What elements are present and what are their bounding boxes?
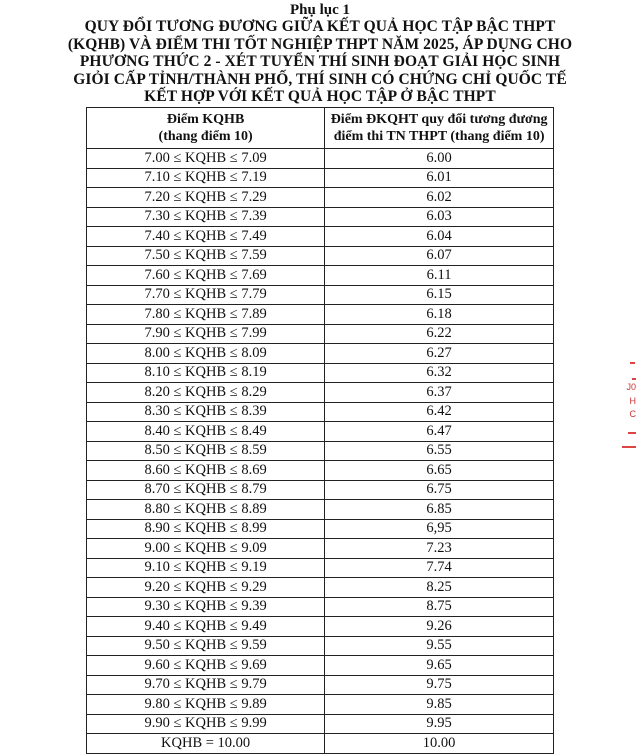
converted-score-cell: 9.85	[325, 695, 554, 715]
table-row	[87, 539, 554, 559]
table-row	[87, 714, 554, 734]
table-row	[87, 597, 554, 617]
kqhb-range-cell: 7.70 ≤ KQHB ≤ 7.79	[87, 285, 325, 305]
converted-score-cell: 6.07	[325, 246, 554, 266]
header-line: điểm thi TN THPT (thang điểm 10)	[333, 129, 545, 144]
converted-score-cell: 6.75	[325, 480, 554, 500]
table-row	[87, 656, 554, 676]
kqhb-range-cell: 9.00 ≤ KQHB ≤ 9.09	[87, 539, 325, 559]
kqhb-range-cell: 9.50 ≤ KQHB ≤ 9.59	[87, 636, 325, 656]
table-row	[87, 519, 554, 539]
converted-score-cell: 6.42	[325, 402, 554, 422]
kqhb-range-cell: 7.00 ≤ KQHB ≤ 7.09	[87, 149, 325, 169]
converted-score-cell: 6.02	[325, 188, 554, 208]
table-row	[87, 578, 554, 598]
table-row	[87, 149, 554, 169]
converted-score-cell: 6.27	[325, 344, 554, 364]
margin-mark: J0	[626, 382, 636, 392]
kqhb-range-cell: 8.60 ≤ KQHB ≤ 8.69	[87, 461, 325, 481]
table-row	[87, 188, 554, 208]
title-line: QUY ĐỔI TƯƠNG ĐƯƠNG GIỮA KẾT QUẢ HỌC TẬP BẬC THPT	[84, 18, 556, 35]
kqhb-range-cell: 7.80 ≤ KQHB ≤ 7.89	[87, 305, 325, 325]
margin-stroke	[630, 362, 635, 364]
kqhb-range-cell: 9.90 ≤ KQHB ≤ 9.99	[87, 714, 325, 734]
kqhb-range-cell: 7.60 ≤ KQHB ≤ 7.69	[87, 266, 325, 286]
table-row	[87, 441, 554, 461]
converted-score-cell: 6.04	[325, 227, 554, 247]
kqhb-range-cell: 7.20 ≤ KQHB ≤ 7.29	[87, 188, 325, 208]
margin-mark: H	[629, 396, 636, 406]
converted-score-cell: 6.01	[325, 168, 554, 188]
title-line: KẾT HỢP VỚI KẾT QUẢ HỌC TẬP Ở BẬC THPT	[144, 88, 496, 106]
converted-score-cell: 9.26	[325, 617, 554, 637]
kqhb-range-cell: 8.20 ≤ KQHB ≤ 8.29	[87, 383, 325, 403]
kqhb-range-cell: 9.40 ≤ KQHB ≤ 9.49	[87, 617, 325, 637]
converted-score-cell: 8.25	[325, 578, 554, 598]
table-row	[87, 383, 554, 403]
title-line: (KQHB) VÀ ĐIỂM THI TỐT NGHIỆP THPT NĂM 2025, ÁP DỤNG CHO	[67, 35, 573, 53]
kqhb-range-cell: 8.30 ≤ KQHB ≤ 8.39	[87, 402, 325, 422]
table-row	[87, 461, 554, 481]
converted-score-cell: 6.22	[325, 324, 554, 344]
kqhb-range-cell: 8.00 ≤ KQHB ≤ 8.09	[87, 344, 325, 364]
col-header-kqhb	[87, 108, 325, 149]
table-row	[87, 480, 554, 500]
margin-stroke	[622, 446, 636, 448]
converted-score-cell: 6.15	[325, 285, 554, 305]
converted-score-cell: 9.95	[325, 714, 554, 734]
converted-score-cell: 6.85	[325, 500, 554, 520]
kqhb-range-cell: 7.90 ≤ KQHB ≤ 7.99	[87, 324, 325, 344]
header-line: Điểm KQHB	[166, 112, 245, 127]
appendix-label: Phụ lục 1	[289, 2, 350, 18]
kqhb-range-cell: 7.40 ≤ KQHB ≤ 7.49	[87, 227, 325, 247]
kqhb-range-cell: 9.80 ≤ KQHB ≤ 9.89	[87, 695, 325, 715]
table-row	[87, 695, 554, 715]
conversion-table	[86, 107, 554, 754]
table-body	[87, 149, 554, 754]
converted-score-cell: 10.00	[325, 734, 554, 754]
converted-score-cell: 9.75	[325, 675, 554, 695]
table-row	[87, 246, 554, 266]
converted-score-cell: 6.65	[325, 461, 554, 481]
col-header-converted-score	[325, 108, 554, 149]
converted-score-cell: 6.03	[325, 207, 554, 227]
margin-stroke	[632, 378, 636, 380]
table-row	[87, 227, 554, 247]
table-row	[87, 344, 554, 364]
table-row	[87, 422, 554, 442]
converted-score-cell: 6,95	[325, 519, 554, 539]
kqhb-range-cell: 7.30 ≤ KQHB ≤ 7.39	[87, 207, 325, 227]
kqhb-range-cell: 8.40 ≤ KQHB ≤ 8.49	[87, 422, 325, 442]
margin-stroke	[628, 432, 636, 434]
converted-score-cell: 7.74	[325, 558, 554, 578]
kqhb-range-cell: 9.20 ≤ KQHB ≤ 9.29	[87, 578, 325, 598]
document-title	[60, 18, 580, 106]
table-row	[87, 363, 554, 383]
converted-score-cell: 9.55	[325, 636, 554, 656]
header-line: Điểm ĐKQHT quy đổi tương đương	[330, 112, 548, 127]
kqhb-range-cell: 9.30 ≤ KQHB ≤ 9.39	[87, 597, 325, 617]
kqhb-range-cell: 8.50 ≤ KQHB ≤ 8.59	[87, 441, 325, 461]
table-row	[87, 305, 554, 325]
kqhb-range-cell: 8.90 ≤ KQHB ≤ 8.99	[87, 519, 325, 539]
converted-score-cell: 6.00	[325, 149, 554, 169]
table-row	[87, 324, 554, 344]
converted-score-cell: 9.65	[325, 656, 554, 676]
kqhb-range-cell: 8.80 ≤ KQHB ≤ 8.89	[87, 500, 325, 520]
table-row	[87, 207, 554, 227]
table-row	[87, 266, 554, 286]
table-row	[87, 558, 554, 578]
document-header	[60, 2, 580, 106]
table-header-row	[87, 108, 554, 149]
converted-score-cell: 8.75	[325, 597, 554, 617]
kqhb-range-cell: KQHB = 10.00	[87, 734, 325, 754]
table-row	[87, 734, 554, 754]
converted-score-cell: 6.18	[325, 305, 554, 325]
header-line: (thang điểm 10)	[158, 129, 253, 144]
kqhb-range-cell: 9.70 ≤ KQHB ≤ 9.79	[87, 675, 325, 695]
converted-score-cell: 6.37	[325, 383, 554, 403]
title-line: PHƯƠNG THỨC 2 - XÉT TUYỂN THÍ SINH ĐOẠT GIẢI HỌC SINH	[79, 53, 561, 71]
converted-score-cell: 6.32	[325, 363, 554, 383]
table-row	[87, 500, 554, 520]
table-row	[87, 285, 554, 305]
title-line: GIỎI CẤP TỈNH/THÀNH PHỐ, THÍ SINH CÓ CHỨNG CHỈ QUỐC TẾ	[73, 70, 567, 88]
table-row	[87, 636, 554, 656]
kqhb-range-cell: 7.10 ≤ KQHB ≤ 7.19	[87, 168, 325, 188]
table-row	[87, 402, 554, 422]
table-row	[87, 675, 554, 695]
kqhb-range-cell: 9.10 ≤ KQHB ≤ 9.19	[87, 558, 325, 578]
table-row	[87, 168, 554, 188]
converted-score-cell: 7.23	[325, 539, 554, 559]
converted-score-cell: 6.55	[325, 441, 554, 461]
kqhb-range-cell: 8.10 ≤ KQHB ≤ 8.19	[87, 363, 325, 383]
kqhb-range-cell: 7.50 ≤ KQHB ≤ 7.59	[87, 246, 325, 266]
table-row	[87, 617, 554, 637]
converted-score-cell: 6.11	[325, 266, 554, 286]
margin-mark: C	[629, 409, 636, 419]
kqhb-range-cell: 8.70 ≤ KQHB ≤ 8.79	[87, 480, 325, 500]
converted-score-cell: 6.47	[325, 422, 554, 442]
kqhb-range-cell: 9.60 ≤ KQHB ≤ 9.69	[87, 656, 325, 676]
